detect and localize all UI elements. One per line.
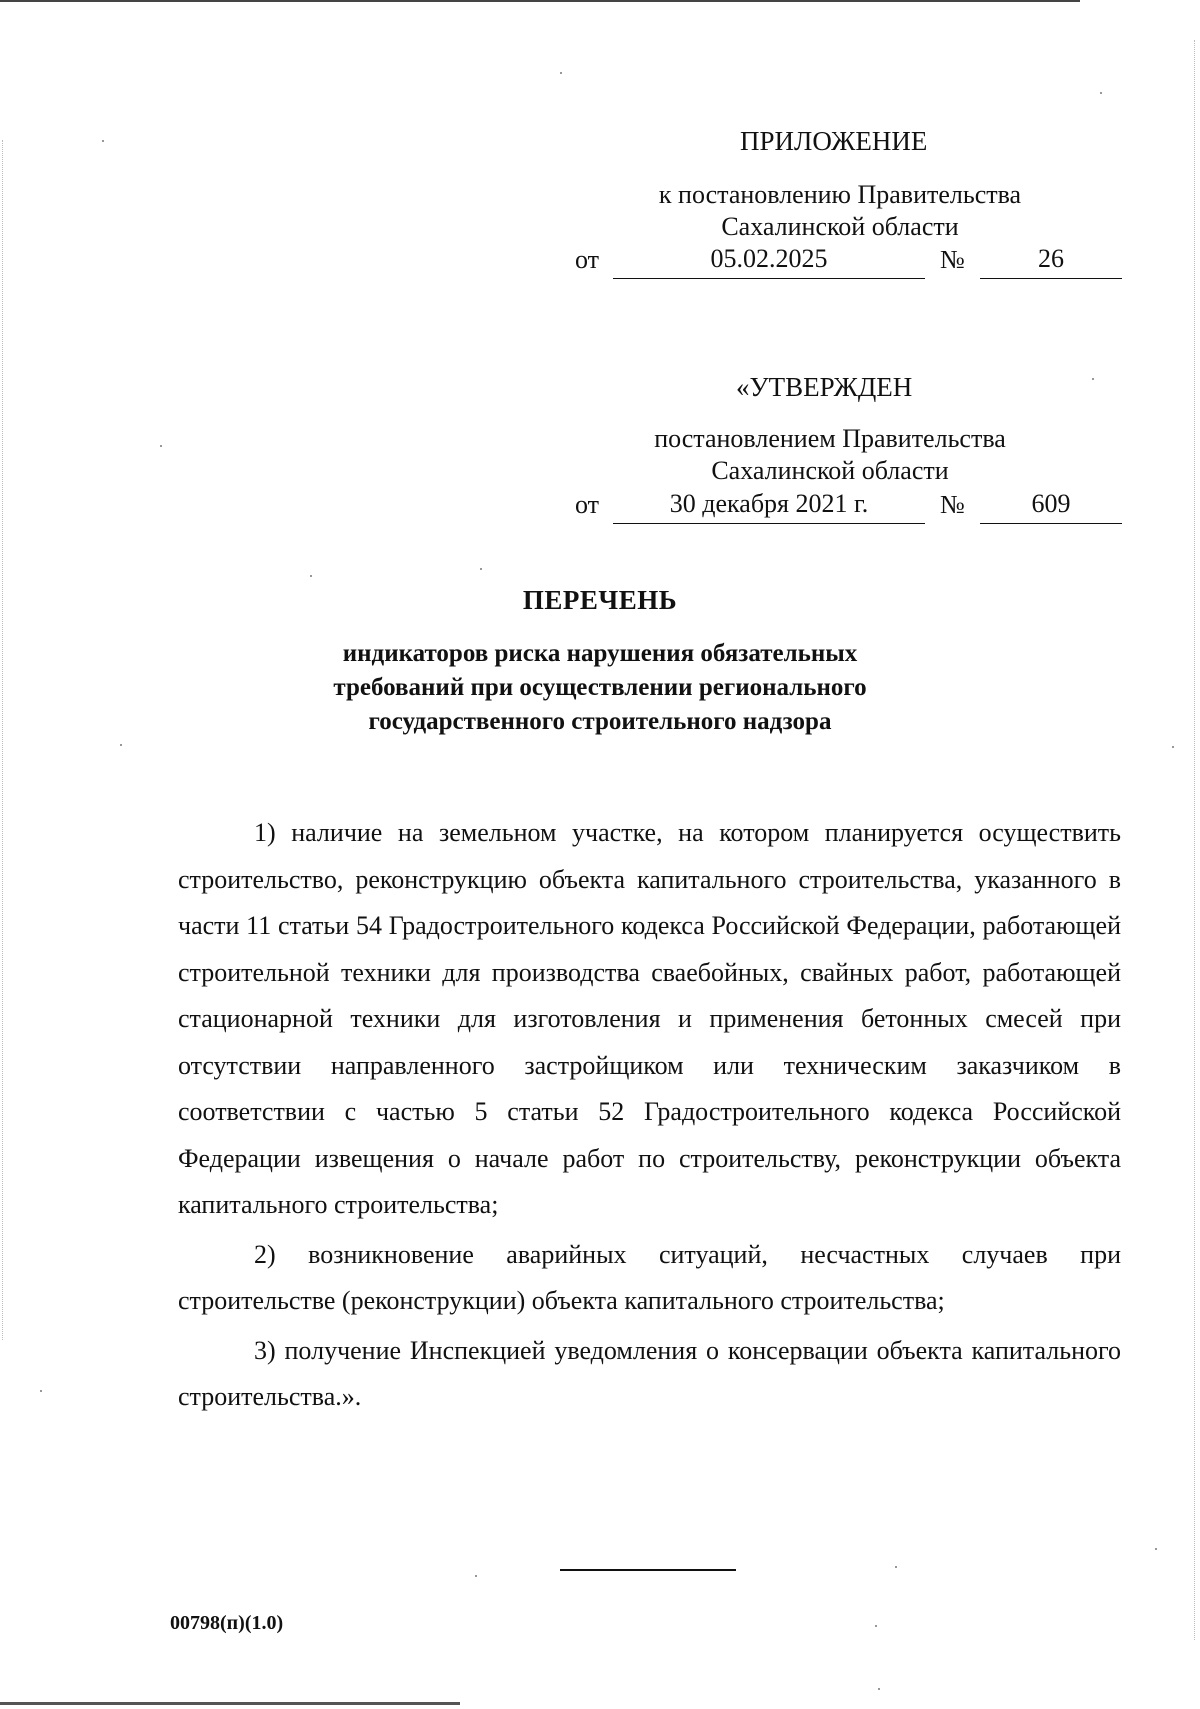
document-heading: ПЕРЕЧЕНЬ — [522, 585, 678, 615]
scan-edge-bottom — [0, 1702, 460, 1705]
appendix-title: ПРИЛОЖЕНИЕ — [740, 126, 928, 156]
closing-rule — [560, 1569, 736, 1571]
scan-edge-top — [0, 0, 1080, 2]
scan-speck — [475, 1575, 477, 1577]
appendix-from-label: от — [575, 245, 600, 274]
scan-speck — [1100, 92, 1102, 94]
approval-number: 609 — [980, 489, 1122, 524]
approval-region-line: Сахалинской области — [711, 456, 949, 485]
scan-speck — [102, 140, 104, 142]
approval-date: 30 декабря 2021 г. — [613, 489, 925, 524]
appendix-number: 26 — [980, 244, 1122, 279]
list-item: 2) возникновение аварийных ситуаций, несчастных случаев при строительстве (реконструкции) объекта капитального строительства; — [178, 1239, 1121, 1315]
list-item: 1) наличие на земельном участке, на котором планируется осуществить строительство, реконструкцию объекта капитального строительства, указанного в части 11 статьи 54 Градостроительного кодекса Российской Федерации, работающей строительной техники для производства сваебойных, свайных работ, работающей стационарной техники для изготовления и применения бетонных смесей при отсутствии направленного застройщиком или техническим заказчиком в соответствии с частью 5 статьи 52 Градостроительного кодекса Российской Федерации извещения о начале работ по строительству, реконструкции объекта капитального строительства; — [178, 818, 1121, 1219]
approval-title: «УТВЕРЖДЕН — [736, 372, 913, 402]
appendix-region-line: Сахалинской области — [721, 212, 959, 241]
heading-subtitle-line-1: индикаторов риска нарушения обязательных — [342, 640, 858, 667]
scan-edge-left — [2, 140, 4, 1340]
approval-number-label: № — [940, 490, 965, 519]
scan-speck — [1155, 1548, 1157, 1550]
scan-edge-right — [1194, 40, 1196, 1640]
scan-speck — [875, 1625, 877, 1627]
scan-speck — [40, 1390, 42, 1392]
scan-speck — [120, 744, 122, 746]
scan-speck — [1092, 378, 1094, 380]
approval-decree-line: постановлением Правительства — [654, 424, 1006, 453]
scan-speck — [480, 568, 482, 570]
scan-speck — [560, 72, 562, 74]
appendix-number-label: № — [940, 245, 965, 274]
scan-speck — [1172, 746, 1174, 748]
appendix-date: 05.02.2025 — [613, 244, 925, 279]
appendix-decree-line: к постановлению Правительства — [658, 180, 1022, 209]
scan-speck — [160, 445, 162, 447]
list-item: 3) получение Инспекцией уведомления о консервации объекта капитального строительства.». — [178, 1335, 1121, 1411]
heading-subtitle-line-2: требований при осуществлении регионального — [333, 674, 867, 701]
scan-speck — [895, 1566, 897, 1568]
scan-speck — [310, 575, 312, 577]
risk-indicators-list — [178, 810, 1121, 1424]
document-code: 00798(п)(1.0) — [170, 1612, 284, 1634]
scan-speck — [878, 1688, 880, 1690]
approval-from-label: от — [575, 490, 600, 519]
heading-subtitle-line-3: государственного строительного надзора — [368, 708, 832, 735]
